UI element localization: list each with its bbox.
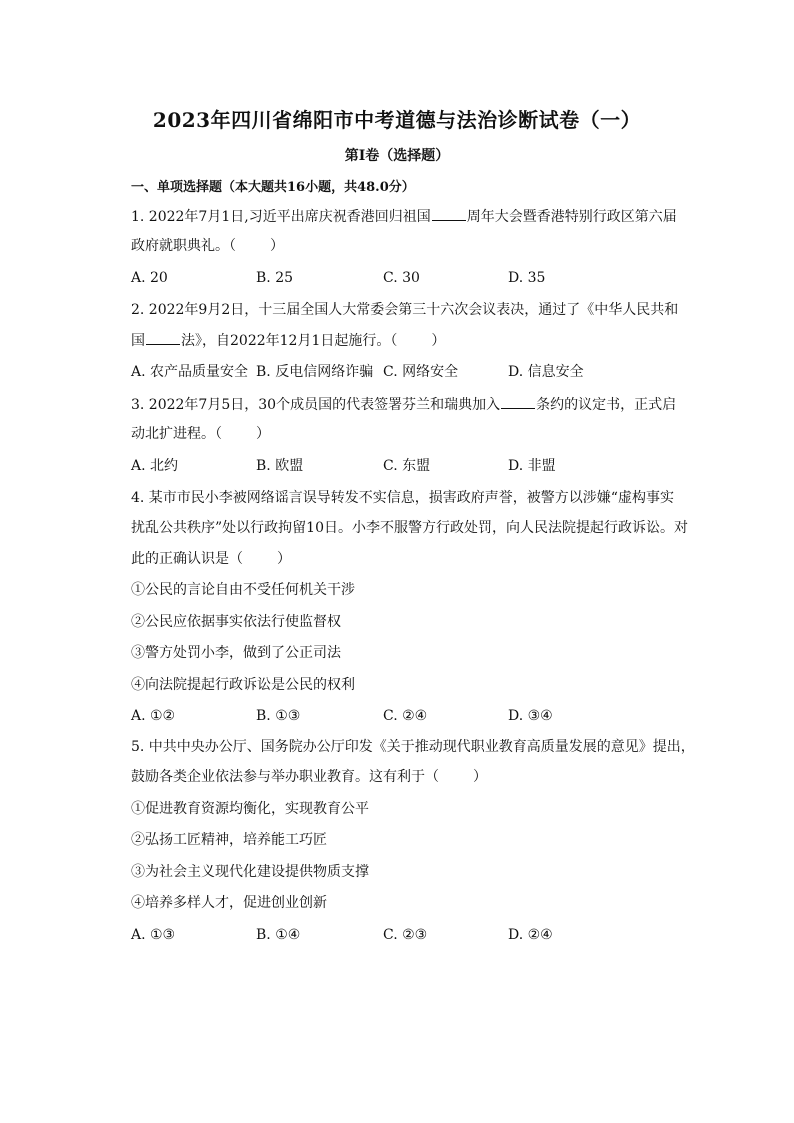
question-5-option-c: C. ②③ [383, 927, 428, 943]
question-2-option-d: D. 信息安全 [508, 364, 584, 380]
question-5-text-b: ） [473, 769, 487, 785]
question-1-text-c: 政府就职典礼。（ [131, 238, 236, 254]
page-subtitle: 第I卷（选择题） [344, 148, 450, 164]
question-1-text-d: ） [270, 238, 284, 254]
question-3-text-a: 3. 2022年7月5日，30个成员国的代表签署芬兰和瑞典加入 [131, 397, 501, 413]
question-1-line-1 [131, 206, 677, 227]
question-4-statement-4: ④向法院提起行政诉讼是公民的权利 [131, 677, 355, 693]
question-1-option-b: B. 25 [256, 270, 294, 286]
question-2-option-c: C. 网络安全 [383, 364, 459, 380]
question-1-text-a: 1. 2022年7月1日,习近平出席庆祝香港回归祖国 [131, 209, 431, 225]
question-3-option-c: C. 东盟 [383, 458, 431, 474]
question-3-text-d: ） [256, 426, 270, 442]
question-3-option-b: B. 欧盟 [256, 458, 304, 474]
answer-blank [146, 330, 180, 345]
question-3-option-a: A. 北约 [131, 458, 179, 474]
question-5-option-b: B. ①④ [256, 927, 301, 943]
question-4-statement-2: ②公民应依据事实依法行使监督权 [131, 614, 341, 630]
page-title: 2023年四川省绵阳市中考道德与法治诊断试卷（一） [152, 108, 642, 132]
question-2-line-1: 2. 2022年9月2日，十三届全国人大常委会第三十六次会议表决，通过了《中华人民共和 [131, 302, 679, 318]
question-3-option-d: D. 非盟 [508, 458, 556, 474]
question-4-line-3 [131, 549, 291, 569]
question-4-option-b: B. ①③ [256, 708, 301, 724]
question-1-option-a: A. 20 [131, 270, 168, 286]
question-5-line-2 [131, 767, 487, 787]
answer-blank [432, 206, 466, 221]
question-4-line-2: 扰乱公共秩序”处以行政拘留10日。小李不服警方行政处罚，向人民法院提起行政诉讼。对 [131, 520, 688, 536]
question-4-line-1: 4. 某市市民小李被网络谣言误导转发不实信息，损害政府声誉，被警方以涉嫌“虚构事实 [131, 490, 674, 506]
question-2-option-a: A. 农产品质量安全 [131, 364, 249, 380]
question-4-statement-3: ③警方处罚小李，做到了公正司法 [131, 645, 341, 661]
question-3-text-b: 条约的议定书，正式启 [536, 397, 677, 413]
question-2-line-2 [131, 330, 445, 351]
question-4-text-a: 此的正确认识是（ [131, 551, 243, 567]
answer-blank [501, 394, 535, 409]
question-5-text-a: 鼓励各类企业依法参与举办职业教育。这有利于（ [131, 769, 439, 785]
question-3-text-c: 动北扩进程。（ [131, 426, 222, 442]
question-1-text-b: 周年大会暨香港特别行政区第六届 [466, 209, 677, 225]
question-4-option-c: C. ②④ [383, 708, 428, 724]
question-1-option-c: C. 30 [383, 270, 420, 286]
question-5-statement-3: ③为社会主义现代化建设提供物质支撑 [131, 864, 369, 880]
question-3-line-1 [131, 394, 676, 415]
question-5-option-a: A. ①③ [131, 927, 176, 943]
section-heading: 一、单项选择题（本大题共16小题，共48.0分） [131, 180, 415, 195]
question-2-text-a: 国 [131, 333, 145, 349]
question-2-text-b: 法》，自2022年12月1日起施行。（ [181, 333, 398, 349]
question-4-statement-1: ①公民的言论自由不受任何机关干涉 [131, 582, 355, 598]
question-5-line-1: 5. 中共中央办公厅、国务院办公厅印发《关于推动现代职业教育高质量发展的意见》提出， [131, 739, 695, 755]
question-4-option-a: A. ①② [131, 708, 176, 724]
question-5-statement-4: ④培养多样人才，促进创业创新 [131, 895, 327, 911]
question-3-line-2 [131, 424, 270, 444]
question-4-option-d: D. ③④ [508, 708, 553, 724]
question-5-option-d: D. ②④ [508, 927, 553, 943]
question-4-text-b: ） [277, 551, 291, 567]
question-1-line-2 [131, 236, 284, 256]
question-2-text-c: ） [431, 333, 446, 349]
question-1-option-d: D. 35 [508, 270, 546, 286]
question-2-option-b: B. 反电信网络诈骗 [256, 364, 374, 380]
question-5-statement-2: ②弘扬工匠精神，培养能工巧匠 [131, 832, 327, 848]
question-5-statement-1: ①促进教育资源均衡化，实现教育公平 [131, 801, 369, 817]
